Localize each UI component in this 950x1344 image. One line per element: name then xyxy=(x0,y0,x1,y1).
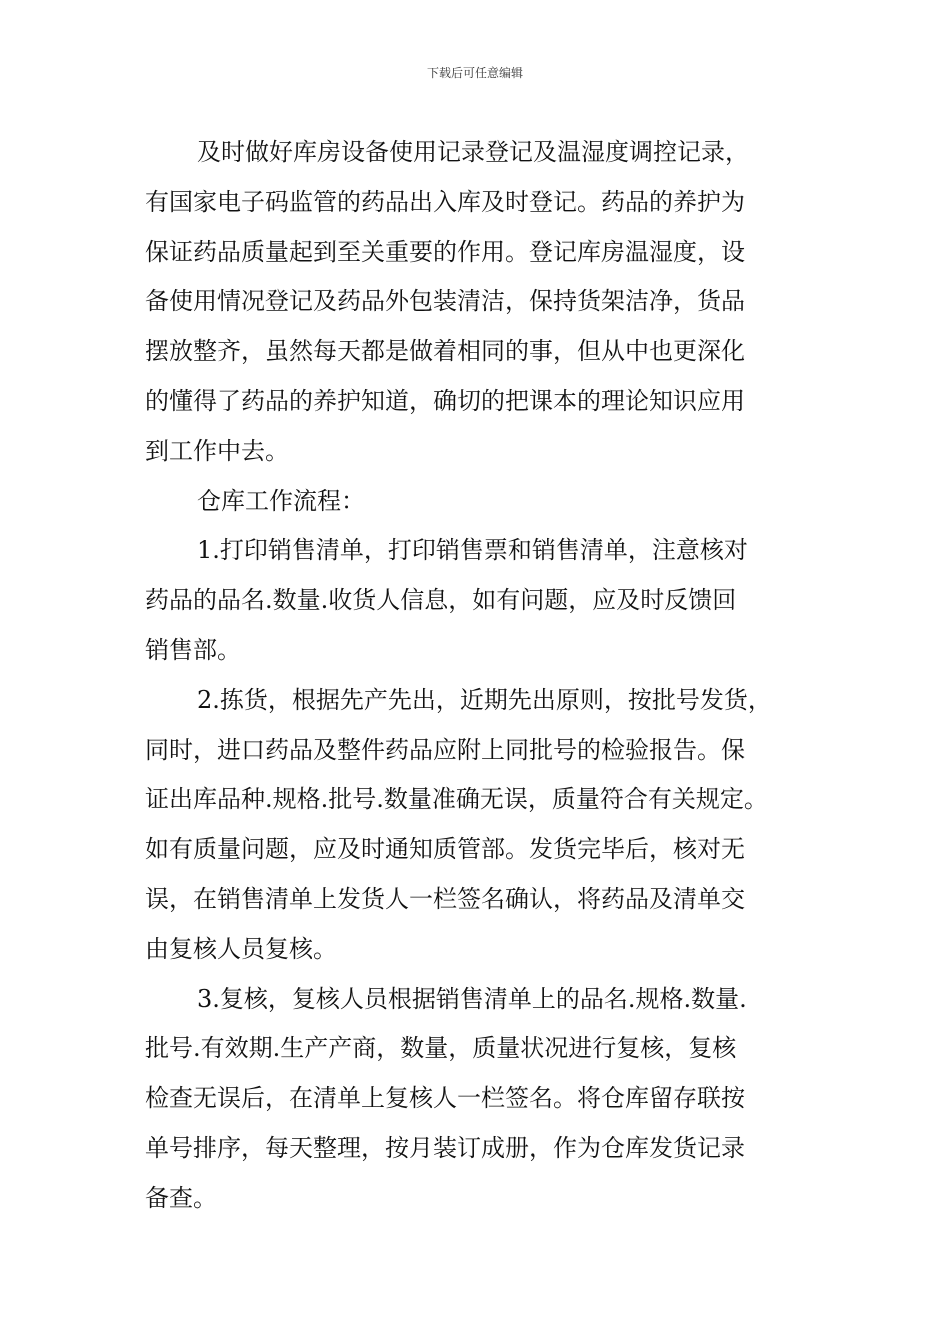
text-line: 备使用情况登记及药品外包装清洁，保持货架洁净，货品 xyxy=(145,287,745,316)
text-line: 同时，进口药品及整件药品应附上同批号的检验报告。保 xyxy=(145,735,745,764)
text-line: 单号排序，每天整理，按月装订成册，作为仓库发货记录 xyxy=(145,1133,745,1162)
text-line: 证出库品种.规格.批号.数量准确无误，质量符合有关规定。 xyxy=(145,785,768,814)
text-line: 2.拣货，根据先产先出，近期先出原则，按批号发货， xyxy=(197,685,772,714)
text-line: 及时做好库房设备使用记录登记及温湿度调控记录， xyxy=(197,138,749,166)
text-line: 摆放整齐，虽然每天都是做着相同的事，但从中也更深化 xyxy=(145,337,745,366)
page-header: 下载后可任意编辑 xyxy=(426,66,523,80)
text-line: 销售部。 xyxy=(145,635,241,664)
text-line: 批号.有效期.生产产商，数量，质量状况进行复核，复核 xyxy=(145,1034,737,1063)
text-line: 检查无误后，在清单上复核人一栏签名。将仓库留存联按 xyxy=(145,1084,745,1113)
body-text xyxy=(145,128,830,1224)
text-line: 仓库工作流程： xyxy=(197,486,365,515)
text-line: 3.复核，复核人员根据销售清单上的品名.规格.数量. xyxy=(197,984,747,1013)
text-line: 药品的品名.数量.收货人信息，如有问题，应及时反馈回 xyxy=(145,586,737,615)
text-line: 由复核人员复核。 xyxy=(145,934,337,963)
text-line: 的懂得了药品的养护知道，确切的把课本的理论知识应用 xyxy=(145,386,745,415)
text-line: 保证药品质量起到至关重要的作用。登记库房温湿度，设 xyxy=(145,237,745,266)
text-line: 1.打印销售清单，打印销售票和销售清单，注意核对 xyxy=(197,536,748,565)
text-line: 有国家电子码监管的药品出入库及时登记。药品的养护为 xyxy=(145,187,745,216)
text-line: 备查。 xyxy=(145,1183,217,1212)
text-line: 如有质量问题，应及时通知质管部。发货完毕后，核对无 xyxy=(145,835,745,864)
text-line: 误，在销售清单上发货人一栏签名确认，将药品及清单交 xyxy=(145,884,745,913)
text-line: 到工作中去。 xyxy=(145,436,289,465)
